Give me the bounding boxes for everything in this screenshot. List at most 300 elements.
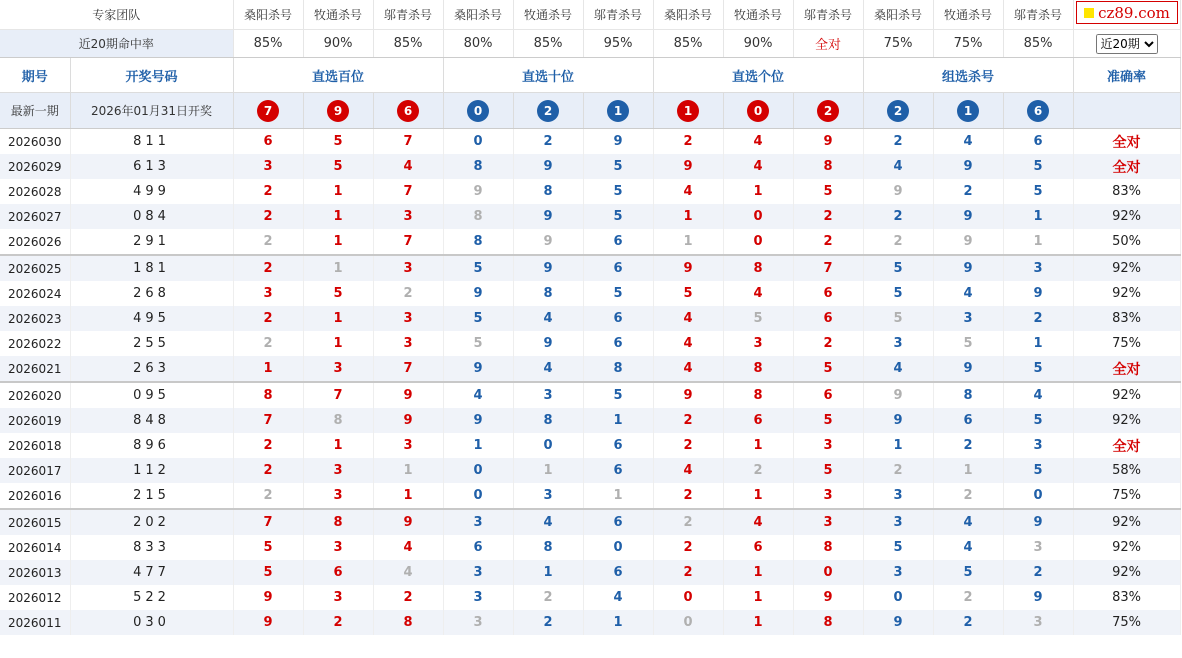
kill-number: 4: [863, 154, 933, 179]
kill-number: 7: [373, 129, 443, 155]
kill-number: 9: [583, 129, 653, 155]
kill-number: 0: [723, 229, 793, 255]
latest-ball: 1: [677, 100, 699, 122]
kill-number: 3: [373, 331, 443, 356]
accuracy: 92%: [1073, 408, 1180, 433]
latest-ball-cell: [863, 93, 933, 129]
kill-number: 9: [933, 229, 1003, 255]
kill-number: 2: [933, 179, 1003, 204]
kill-number: 5: [303, 129, 373, 155]
team-label: 专家团队: [0, 0, 233, 30]
kill-number: 7: [793, 255, 863, 281]
kill-number: 7: [373, 179, 443, 204]
table-row: [0, 356, 1180, 382]
kill-number: 3: [303, 483, 373, 509]
kill-number: 2: [233, 433, 303, 458]
kill-number: 4: [513, 306, 583, 331]
table-row: [0, 585, 1180, 610]
latest-ball: 6: [397, 100, 419, 122]
issue-number: 2026011: [0, 610, 70, 635]
table-row: [0, 483, 1180, 509]
table-row: [0, 306, 1180, 331]
open-number-header: 开奖号码: [70, 58, 233, 93]
accuracy: 83%: [1073, 179, 1180, 204]
hit-rate: 95%: [583, 30, 653, 58]
kill-number: 1: [1003, 229, 1073, 255]
units-header: 直选个位: [653, 58, 863, 93]
kill-number: 3: [793, 483, 863, 509]
kill-number: 6: [1003, 129, 1073, 155]
kill-number: 8: [933, 382, 1003, 408]
table-row: [0, 129, 1180, 155]
kill-number: 8: [513, 535, 583, 560]
kill-number: 2: [863, 204, 933, 229]
issue-number: 2026020: [0, 382, 70, 408]
issue-number: 2026016: [0, 483, 70, 509]
kill-number: 3: [1003, 255, 1073, 281]
kill-number: 4: [933, 535, 1003, 560]
period-select-cell: [1073, 30, 1180, 58]
kill-number: 6: [933, 408, 1003, 433]
hit-rate: 85%: [1003, 30, 1073, 58]
kill-number: 2: [1003, 560, 1073, 585]
tens-header: 直选十位: [443, 58, 653, 93]
kill-number: 9: [513, 154, 583, 179]
table-row: [0, 331, 1180, 356]
open-number: 522: [70, 585, 233, 610]
kill-number: 6: [233, 129, 303, 155]
kill-number: 2: [863, 458, 933, 483]
kill-number: 3: [793, 509, 863, 535]
kill-number: 8: [793, 535, 863, 560]
kill-number: 5: [793, 179, 863, 204]
issue-number: 2026024: [0, 281, 70, 306]
kill-number: 1: [443, 433, 513, 458]
hit-rate: 全对: [793, 30, 863, 58]
kill-number: 3: [303, 458, 373, 483]
open-number: 848: [70, 408, 233, 433]
kill-number: 5: [653, 281, 723, 306]
latest-ball: 0: [747, 100, 769, 122]
accuracy: 50%: [1073, 229, 1180, 255]
kill-number: 2: [1003, 306, 1073, 331]
accuracy: 92%: [1073, 281, 1180, 306]
expert-name: 桑阳杀号: [653, 0, 723, 30]
kill-number: 8: [443, 204, 513, 229]
kill-number: 5: [793, 356, 863, 382]
accuracy: 92%: [1073, 382, 1180, 408]
kill-number: 2: [653, 129, 723, 155]
kill-number: 5: [583, 154, 653, 179]
kill-number: 6: [583, 306, 653, 331]
issue-header: 期号: [0, 58, 70, 93]
kill-number: 9: [933, 204, 1003, 229]
kill-number: 5: [583, 204, 653, 229]
kill-number: 9: [443, 356, 513, 382]
kill-number: 1: [513, 560, 583, 585]
kill-number: 9: [863, 610, 933, 635]
table-row: [0, 382, 1180, 408]
issue-number: 2026014: [0, 535, 70, 560]
kill-number: 5: [1003, 458, 1073, 483]
kill-number: 2: [653, 433, 723, 458]
kill-number: 3: [373, 433, 443, 458]
kill-number: 1: [303, 255, 373, 281]
kill-number: 3: [863, 483, 933, 509]
expert-name: 桑阳杀号: [863, 0, 933, 30]
kill-number: 2: [373, 585, 443, 610]
table-row: [0, 535, 1180, 560]
kill-number: 9: [863, 179, 933, 204]
kill-number: 9: [653, 382, 723, 408]
hit-rate: 75%: [863, 30, 933, 58]
kill-number: 6: [583, 229, 653, 255]
accuracy-header: 准确率: [1073, 58, 1180, 93]
kill-number: 1: [723, 433, 793, 458]
open-number: 112: [70, 458, 233, 483]
open-number: 811: [70, 129, 233, 155]
kill-number: 0: [1003, 483, 1073, 509]
kill-number: 2: [793, 331, 863, 356]
kill-number: 3: [233, 281, 303, 306]
kill-number: 9: [653, 154, 723, 179]
kill-number: 3: [863, 509, 933, 535]
kill-number: 1: [1003, 204, 1073, 229]
open-number: 268: [70, 281, 233, 306]
latest-ball-cell: [303, 93, 373, 129]
latest-ball-cell: [723, 93, 793, 129]
kill-number: 3: [863, 560, 933, 585]
kill-number: 1: [723, 483, 793, 509]
kill-number: 6: [723, 408, 793, 433]
kill-number: 4: [723, 281, 793, 306]
expert-name: 牧通杀号: [303, 0, 373, 30]
expert-name: 邬青杀号: [373, 0, 443, 30]
column-header-row: [0, 58, 1180, 93]
kill-number: 7: [373, 356, 443, 382]
kill-number: 1: [863, 433, 933, 458]
issue-number: 2026013: [0, 560, 70, 585]
kill-number: 9: [233, 610, 303, 635]
period-select[interactable]: [1096, 34, 1158, 54]
logo-text: cz89.com: [1098, 3, 1170, 22]
kill-number: 1: [933, 458, 1003, 483]
kill-number: 0: [443, 483, 513, 509]
kill-number: 3: [373, 204, 443, 229]
issue-number: 2026028: [0, 179, 70, 204]
kill-number: 1: [653, 229, 723, 255]
kill-number: 2: [653, 408, 723, 433]
kill-number: 5: [863, 255, 933, 281]
table-row: [0, 458, 1180, 483]
kill-number: 4: [373, 560, 443, 585]
kill-number: 1: [513, 458, 583, 483]
kill-number: 6: [583, 331, 653, 356]
kill-number: 9: [933, 255, 1003, 281]
kill-number: 1: [303, 229, 373, 255]
table-row: [0, 408, 1180, 433]
accuracy: 92%: [1073, 560, 1180, 585]
kill-number: 1: [653, 204, 723, 229]
history-rows: [0, 129, 1180, 636]
kill-number: 9: [863, 408, 933, 433]
hit-rate: 90%: [303, 30, 373, 58]
kill-number: 2: [233, 458, 303, 483]
kill-number: 5: [233, 535, 303, 560]
latest-ball: 2: [817, 100, 839, 122]
issue-number: 2026026: [0, 229, 70, 255]
kill-number: 5: [1003, 408, 1073, 433]
kill-number: 6: [583, 509, 653, 535]
kill-number: 5: [1003, 356, 1073, 382]
kill-number: 5: [583, 281, 653, 306]
kill-number: 9: [513, 331, 583, 356]
kill-number: 3: [373, 306, 443, 331]
kill-number: 9: [443, 179, 513, 204]
kill-number: 8: [583, 356, 653, 382]
latest-ball: 2: [537, 100, 559, 122]
open-number: 095: [70, 382, 233, 408]
kill-number: 1: [583, 483, 653, 509]
latest-ball-cell: [443, 93, 513, 129]
kill-number: 9: [373, 509, 443, 535]
hit-rate-row: [0, 30, 1180, 58]
kill-number: 7: [233, 408, 303, 433]
kill-number: 2: [233, 229, 303, 255]
kill-number: 0: [443, 458, 513, 483]
open-number: 896: [70, 433, 233, 458]
kill-number: 9: [933, 356, 1003, 382]
hit-rate: 90%: [723, 30, 793, 58]
kill-number: 0: [653, 610, 723, 635]
issue-number: 2026019: [0, 408, 70, 433]
kill-number: 4: [863, 356, 933, 382]
kill-number: 1: [1003, 331, 1073, 356]
kill-number: 8: [373, 610, 443, 635]
kill-number: 3: [373, 255, 443, 281]
kill-number: 1: [723, 585, 793, 610]
kill-number: 9: [443, 408, 513, 433]
hit-rate: 85%: [653, 30, 723, 58]
issue-number: 2026018: [0, 433, 70, 458]
kill-number: 5: [1003, 154, 1073, 179]
kill-number: 5: [583, 179, 653, 204]
table-row: [0, 560, 1180, 585]
accuracy: 75%: [1073, 610, 1180, 635]
kill-number: 8: [723, 382, 793, 408]
kill-number: 6: [723, 535, 793, 560]
kill-number: 4: [653, 306, 723, 331]
kill-number: 5: [863, 306, 933, 331]
kill-number: 4: [723, 154, 793, 179]
logo-mark-icon: [1084, 8, 1094, 18]
open-number: 084: [70, 204, 233, 229]
kill-number: 1: [373, 483, 443, 509]
kill-number: 9: [233, 585, 303, 610]
expert-name: 邬青杀号: [1003, 0, 1073, 30]
issue-number: 2026012: [0, 585, 70, 610]
kill-number: 5: [583, 382, 653, 408]
expert-name: 桑阳杀号: [443, 0, 513, 30]
latest-row: [0, 93, 1180, 129]
kill-number: 3: [723, 331, 793, 356]
kill-number: 3: [513, 483, 583, 509]
kill-number: 5: [443, 306, 513, 331]
kill-number: 5: [933, 331, 1003, 356]
kill-number: 9: [513, 204, 583, 229]
accuracy: 全对: [1073, 433, 1180, 458]
table-row: [0, 433, 1180, 458]
open-number: 833: [70, 535, 233, 560]
kill-number: 5: [863, 281, 933, 306]
issue-number: 2026021: [0, 356, 70, 382]
latest-ball: 0: [467, 100, 489, 122]
open-number: 477: [70, 560, 233, 585]
kill-number: 9: [863, 382, 933, 408]
site-logo[interactable]: [1076, 1, 1178, 24]
kill-number: 0: [793, 560, 863, 585]
latest-ball-cell: [373, 93, 443, 129]
kill-number: 2: [793, 229, 863, 255]
kill-number: 2: [233, 204, 303, 229]
kill-number: 3: [303, 535, 373, 560]
kill-number: 3: [303, 585, 373, 610]
kill-number: 1: [303, 331, 373, 356]
kill-number: 9: [513, 255, 583, 281]
accuracy: 92%: [1073, 509, 1180, 535]
kill-number: 2: [653, 560, 723, 585]
kill-number: 0: [723, 204, 793, 229]
kill-number: 4: [723, 509, 793, 535]
kill-number: 8: [443, 154, 513, 179]
kill-number: 4: [583, 585, 653, 610]
kill-number: 3: [443, 610, 513, 635]
kill-number: 2: [233, 255, 303, 281]
kill-number: 4: [933, 509, 1003, 535]
kill-number: 5: [793, 408, 863, 433]
kill-number: 3: [443, 560, 513, 585]
kill-number: 9: [443, 281, 513, 306]
kill-number: 9: [373, 382, 443, 408]
kill-number: 9: [653, 255, 723, 281]
kill-number: 8: [233, 382, 303, 408]
kill-number: 1: [583, 610, 653, 635]
kill-number: 0: [653, 585, 723, 610]
kill-number: 0: [513, 433, 583, 458]
kill-number: 2: [653, 509, 723, 535]
issue-number: 2026023: [0, 306, 70, 331]
open-number: 030: [70, 610, 233, 635]
kill-number: 6: [793, 306, 863, 331]
hit-rate: 80%: [443, 30, 513, 58]
issue-number: 2026025: [0, 255, 70, 281]
kill-number: 4: [653, 331, 723, 356]
accuracy: 83%: [1073, 306, 1180, 331]
kill-number: 6: [443, 535, 513, 560]
issue-number: 2026030: [0, 129, 70, 155]
kill-number: 5: [793, 458, 863, 483]
kill-number: 2: [863, 129, 933, 155]
open-number: 499: [70, 179, 233, 204]
kill-number: 3: [443, 509, 513, 535]
kill-number: 9: [513, 229, 583, 255]
kill-number: 8: [513, 408, 583, 433]
latest-ball: 7: [257, 100, 279, 122]
latest-ball-cell: [933, 93, 1003, 129]
kill-number: 5: [233, 560, 303, 585]
kill-number: 3: [443, 585, 513, 610]
accuracy: 92%: [1073, 535, 1180, 560]
accuracy: 58%: [1073, 458, 1180, 483]
expert-name: 牧通杀号: [933, 0, 1003, 30]
kill-number: 2: [373, 281, 443, 306]
kill-number: 3: [1003, 433, 1073, 458]
kill-number: 3: [1003, 610, 1073, 635]
kill-number: 9: [1003, 509, 1073, 535]
table-row: [0, 229, 1180, 255]
table-row: [0, 204, 1180, 229]
latest-ball: 2: [887, 100, 909, 122]
issue-number: 2026015: [0, 509, 70, 535]
kill-number: 5: [1003, 179, 1073, 204]
kill-number: 2: [513, 129, 583, 155]
kill-number: 5: [863, 535, 933, 560]
kill-number: 4: [1003, 382, 1073, 408]
kill-number: 4: [723, 129, 793, 155]
kill-number: 4: [513, 356, 583, 382]
kill-number: 7: [373, 229, 443, 255]
kill-number: 2: [723, 458, 793, 483]
latest-ball: 1: [957, 100, 979, 122]
kill-number: 2: [233, 306, 303, 331]
accuracy: 75%: [1073, 483, 1180, 509]
kill-number: 2: [793, 204, 863, 229]
hit-rate: 85%: [513, 30, 583, 58]
kill-number: 9: [933, 154, 1003, 179]
accuracy: 92%: [1073, 255, 1180, 281]
open-number: 291: [70, 229, 233, 255]
kill-number: 9: [793, 129, 863, 155]
hit-rate-label: 近20期命中率: [0, 30, 233, 58]
kill-number: 9: [373, 408, 443, 433]
kill-number: 5: [303, 281, 373, 306]
kill-number: 2: [933, 610, 1003, 635]
table-row: [0, 509, 1180, 535]
expert-name: 邬青杀号: [583, 0, 653, 30]
latest-ball-cell: [653, 93, 723, 129]
kill-number: 2: [513, 610, 583, 635]
latest-ball-cell: [793, 93, 863, 129]
kill-number: 5: [443, 255, 513, 281]
kill-number: 3: [933, 306, 1003, 331]
kill-number: 1: [583, 408, 653, 433]
accuracy: 全对: [1073, 356, 1180, 382]
kill-number: 5: [723, 306, 793, 331]
table-row: [0, 179, 1180, 204]
latest-accuracy-empty: [1073, 93, 1180, 129]
hit-rate: 75%: [933, 30, 1003, 58]
kill-number: 1: [303, 306, 373, 331]
hit-rate: 85%: [373, 30, 443, 58]
latest-ball-cell: [1003, 93, 1073, 129]
table-row: [0, 255, 1180, 281]
open-number: 263: [70, 356, 233, 382]
table-row: [0, 154, 1180, 179]
accuracy: 全对: [1073, 154, 1180, 179]
kill-number: 4: [373, 154, 443, 179]
kill-number: 2: [653, 483, 723, 509]
latest-ball: 6: [1027, 100, 1049, 122]
